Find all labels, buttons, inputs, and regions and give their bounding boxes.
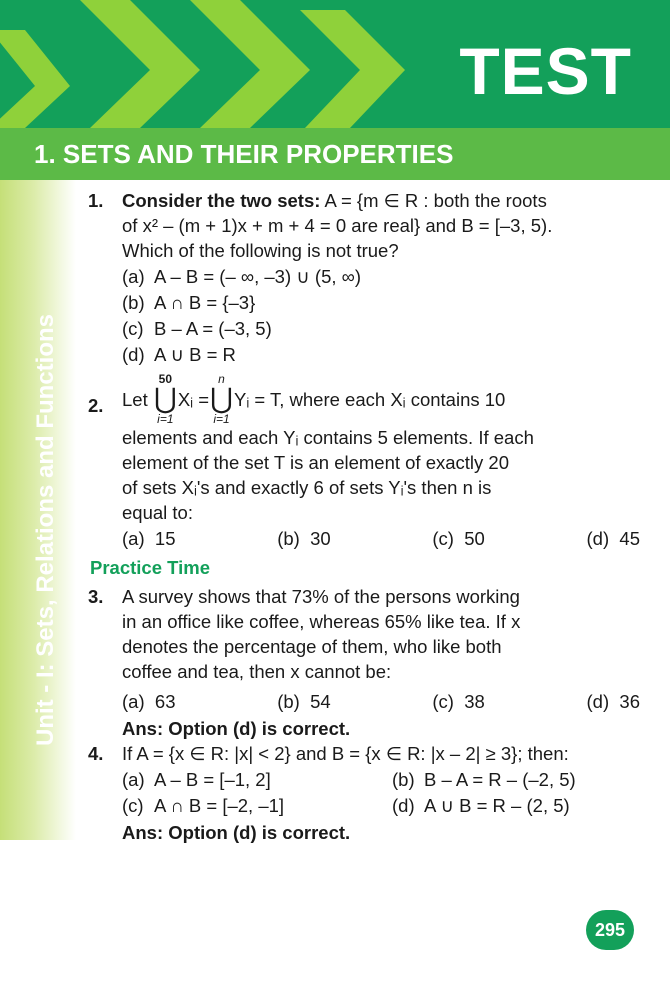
chapter-title: 1. SETS AND THEIR PROPERTIES xyxy=(34,139,454,169)
option-text: 50 xyxy=(464,527,485,549)
option-c xyxy=(432,526,484,551)
option-label: (a) xyxy=(122,768,145,790)
option-d xyxy=(587,526,640,551)
q2-term-y: Yᵢ = T, xyxy=(234,388,285,410)
option-text: B – A = (–3, 5) xyxy=(154,317,272,339)
option-b xyxy=(392,767,662,792)
option-b xyxy=(277,689,330,714)
q1-text-3: Which of the following is not true? xyxy=(122,240,399,261)
q2-text-5: equal to: xyxy=(122,502,193,523)
chevron-2 xyxy=(80,0,200,128)
option-label: (c) xyxy=(432,527,454,549)
union-lower-limit: i=1 xyxy=(157,412,174,426)
question-number: 3. xyxy=(88,586,104,607)
q1-text-2: of x² – (m + 1)x + m + 4 = 0 are real} and B = [–3, 5). xyxy=(122,215,553,236)
test-title: TEST xyxy=(459,34,632,108)
q4-text-1: If A = {x ∈ R: |x| < 2} and B = {x ∈ R: |x – 2| ≥ 3}; then: xyxy=(122,743,569,764)
option-label: (b) xyxy=(277,527,300,549)
q2-text-4: of sets Xᵢ's and exactly 6 of sets Yᵢ's then n is xyxy=(122,477,492,498)
option-text: 54 xyxy=(310,690,331,712)
union-upper-limit: n xyxy=(218,372,225,386)
q2-text-1: where each Xᵢ contains 10 xyxy=(289,388,506,410)
q3-text-1: A survey shows that 73% of the persons working xyxy=(122,586,520,607)
chevron-3 xyxy=(190,0,310,128)
option-a xyxy=(122,526,175,551)
option-text: B – A = R – (–2, 5) xyxy=(424,768,576,790)
q3-text-4: coffee and tea, then x cannot be: xyxy=(122,661,392,682)
option-label: (d) xyxy=(586,690,610,712)
option-d xyxy=(122,341,640,367)
option-b xyxy=(122,289,640,315)
question-3 xyxy=(88,584,640,741)
option-label: (b) xyxy=(392,768,415,790)
union-operator-2 xyxy=(210,373,233,425)
option-a xyxy=(122,263,640,289)
option-text: 15 xyxy=(154,527,176,549)
chevron-4 xyxy=(300,10,405,128)
option-text: A ∩ B = [–2, –1] xyxy=(154,794,285,816)
option-text: 30 xyxy=(310,527,331,549)
q2-let: Let xyxy=(122,388,148,410)
option-label: (c) xyxy=(122,794,144,816)
option-label: (d) xyxy=(586,527,610,549)
union-symbol: ⋃ xyxy=(153,383,177,414)
option-label: (a) xyxy=(122,527,145,549)
option-label: (b) xyxy=(122,291,145,313)
option-d xyxy=(587,689,640,714)
option-text: A ∪ B = R – (2, 5) xyxy=(424,794,570,816)
question-1 xyxy=(88,188,640,367)
option-text: A – B = [–1, 2] xyxy=(154,768,271,790)
option-a xyxy=(122,689,175,714)
practice-time-heading: Practice Time xyxy=(90,557,210,578)
options-row xyxy=(122,766,662,792)
union-symbol: ⋃ xyxy=(210,383,233,414)
question-number: 2. xyxy=(88,395,104,416)
answer-text: Ans: Option (d) is correct. xyxy=(122,822,351,843)
answer-text: Ans: Option (d) is correct. xyxy=(122,718,351,739)
option-label: (b) xyxy=(277,690,300,712)
option-text: 63 xyxy=(154,690,176,712)
question-list xyxy=(88,188,640,845)
header-band xyxy=(0,0,670,128)
option-c xyxy=(432,689,484,714)
option-text: A ∪ B = R xyxy=(154,343,236,365)
options-row xyxy=(122,792,662,818)
option-label: (c) xyxy=(122,317,144,339)
q3-text-3: denotes the percentage of them, who like both xyxy=(122,636,502,657)
options-row xyxy=(122,525,640,551)
option-c xyxy=(122,315,640,341)
union-upper-limit: 50 xyxy=(158,372,173,386)
q3-text-2: in an office like coffee, whereas 65% like tea. If x xyxy=(122,611,521,632)
union-lower-limit: i=1 xyxy=(213,412,230,426)
option-label: (d) xyxy=(122,343,145,365)
question-number: 1. xyxy=(88,190,104,211)
union-operator-1 xyxy=(154,373,177,425)
option-text: A – B = (– ∞, –3) ∪ (5, ∞) xyxy=(154,265,362,287)
question-4 xyxy=(88,741,640,845)
option-label: (c) xyxy=(432,690,454,712)
option-text: A ∩ B = {–3} xyxy=(154,291,256,313)
option-c xyxy=(122,793,392,818)
chevron-arrows-decoration xyxy=(0,0,500,128)
q2-term-x: Xᵢ = xyxy=(177,388,210,410)
option-text: 36 xyxy=(619,690,640,712)
option-b xyxy=(277,526,330,551)
q2-text-3: element of the set T is an element of exactly 20 xyxy=(122,452,510,473)
chevron-1 xyxy=(0,30,70,128)
options-row xyxy=(122,688,640,714)
option-d xyxy=(392,793,662,818)
q1-lead: Consider the two sets: xyxy=(122,190,321,211)
option-label: (a) xyxy=(122,265,145,287)
unit-title: Unit - I: Sets, Relations and Functions xyxy=(32,313,59,747)
q2-text-2: elements and each Yᵢ contains 5 elements. If each xyxy=(122,427,534,448)
question-2 xyxy=(88,373,640,551)
option-label: (d) xyxy=(392,794,415,816)
option-text: 45 xyxy=(619,527,640,549)
option-text: 38 xyxy=(464,690,485,712)
question-number: 4. xyxy=(88,743,104,764)
page-number-badge: 295 xyxy=(586,910,634,950)
option-label: (a) xyxy=(122,690,145,712)
option-a xyxy=(122,767,392,792)
q1-text-1: A = {m ∈ R : both the roots xyxy=(324,190,547,211)
